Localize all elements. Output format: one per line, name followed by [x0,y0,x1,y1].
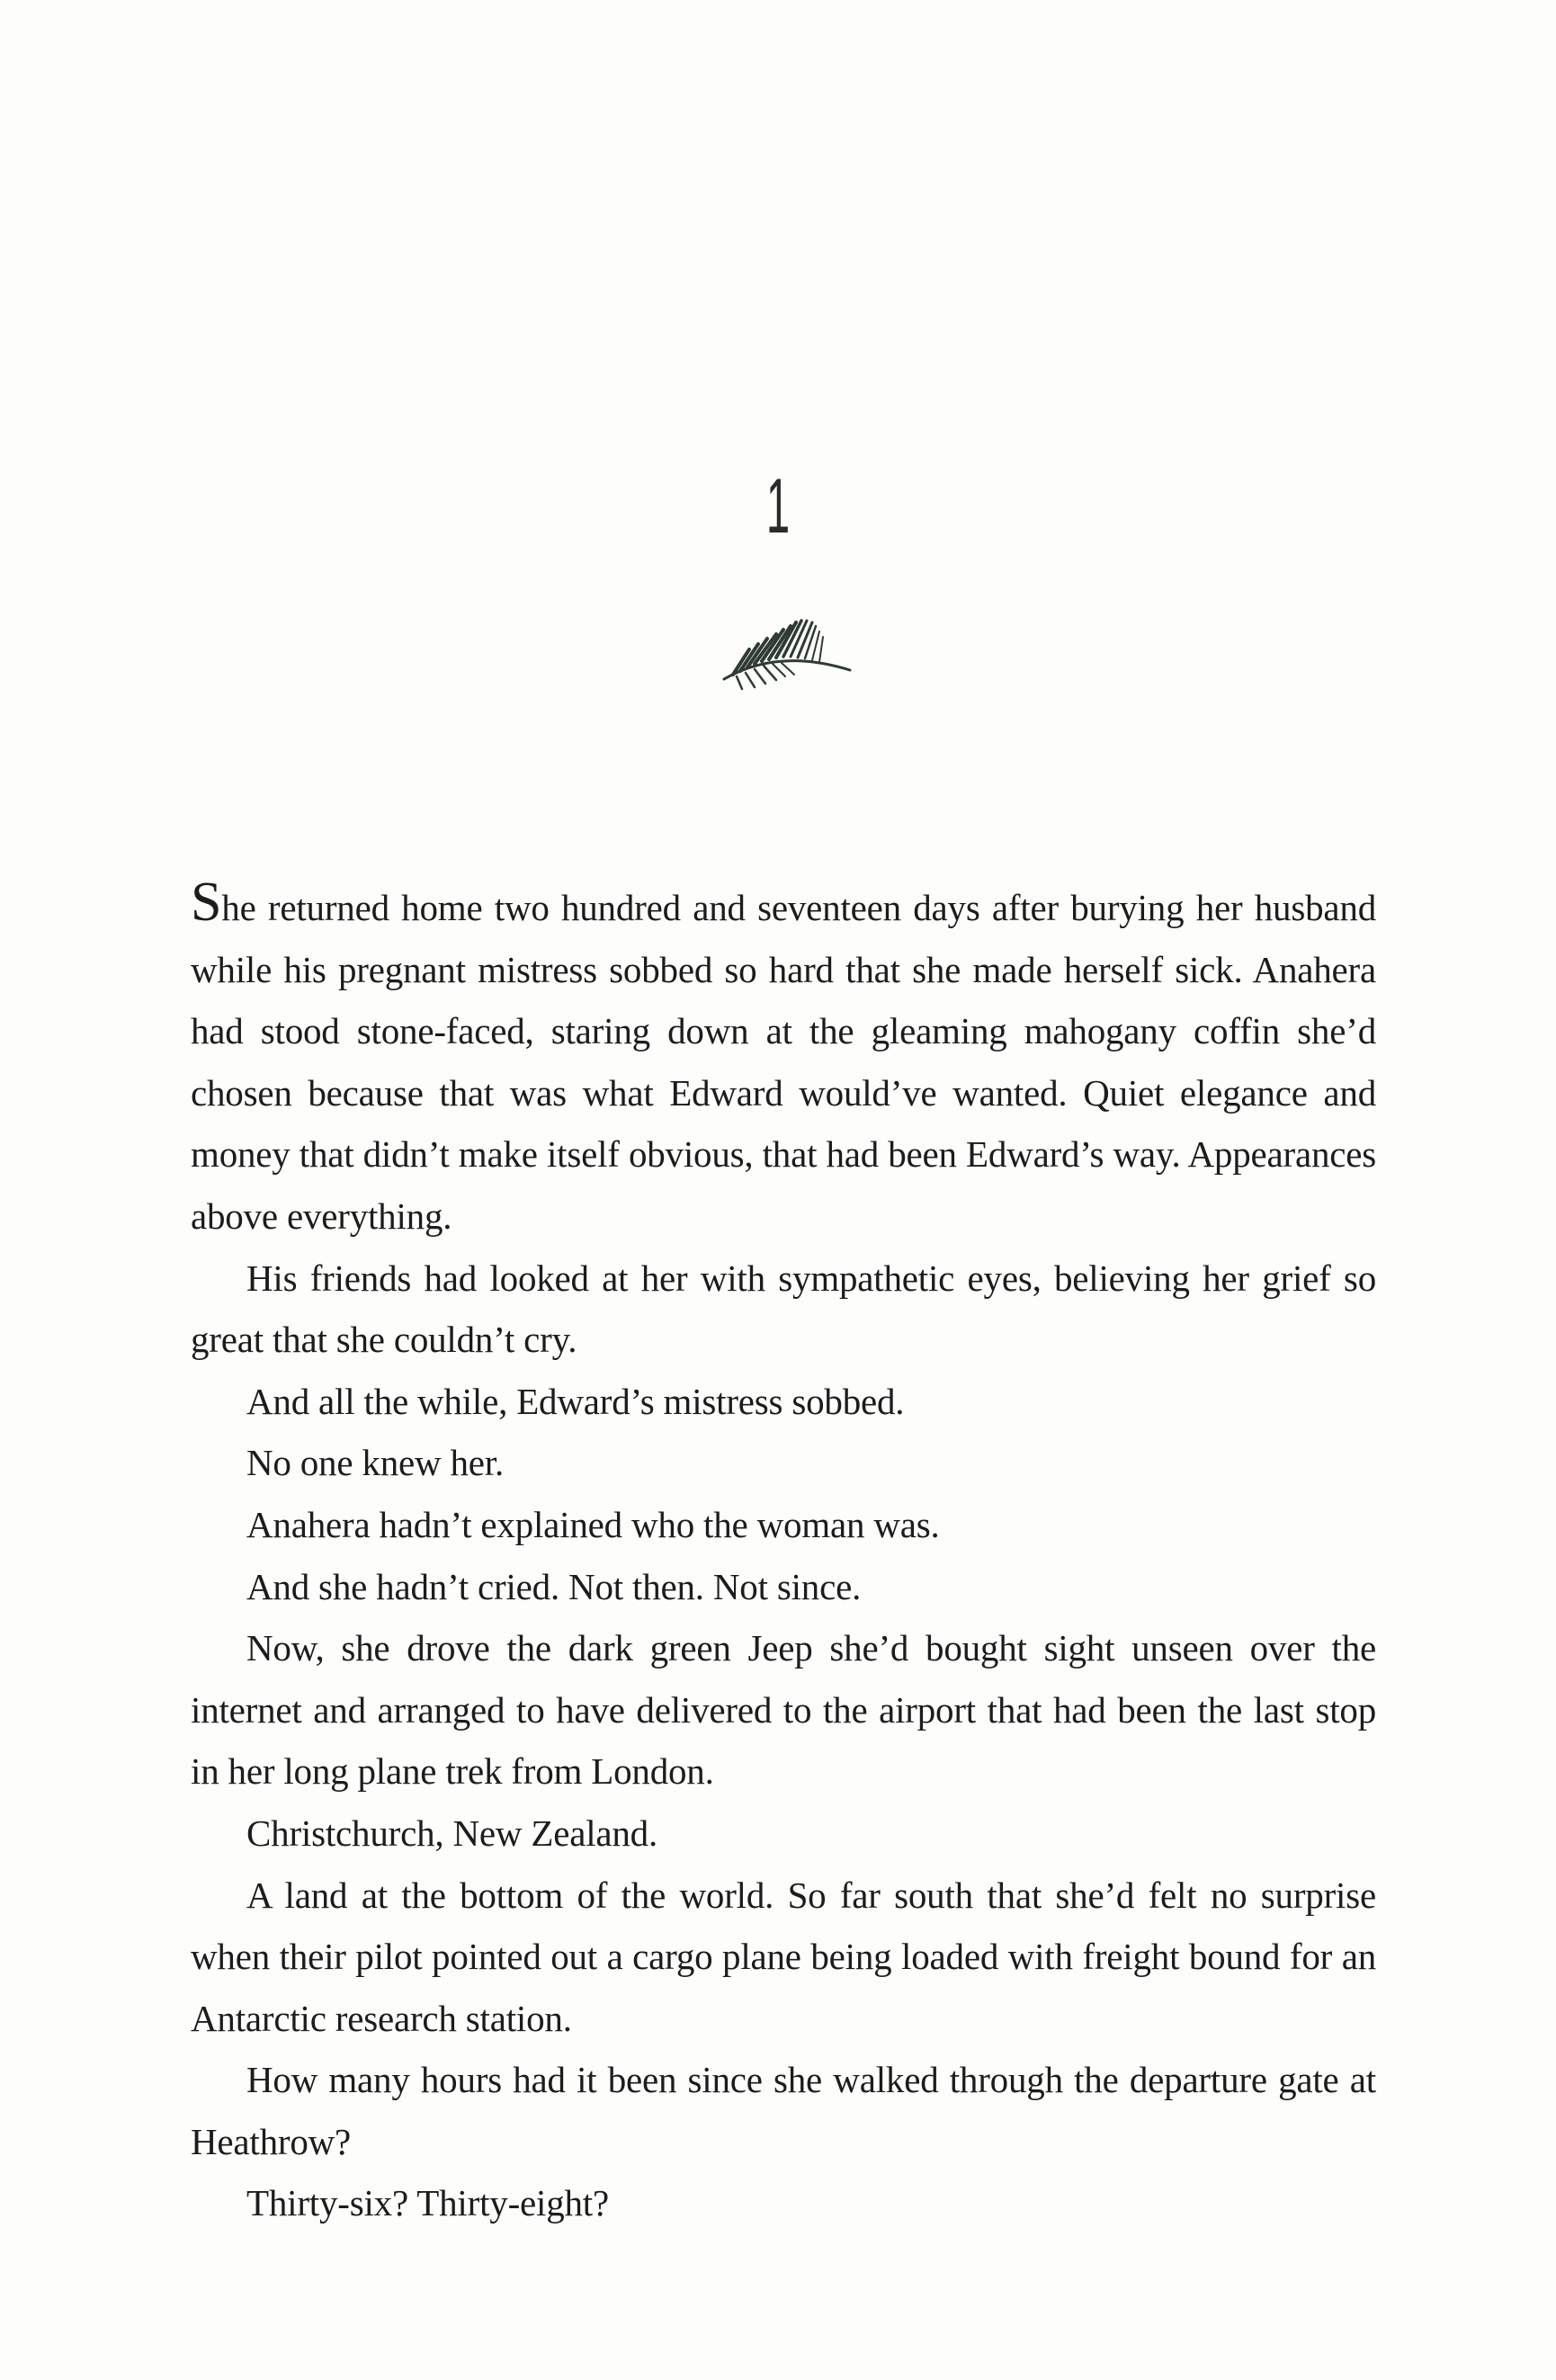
paragraph: And all the while, Edward’s mistress sobbed. [246,1380,905,1422]
paragraph: How many hours had it been since she walked through the departure gate at Heathrow? [191,2059,1376,2162]
paragraph: Now, she drove the dark green Jeep she’d bought sight unseen over the internet and arranged to have delivered to the airport that had been the last stop in her long plane trek from London. [191,1627,1376,1793]
palm-frond-icon [706,585,868,693]
paragraph: Anahera hadn’t explained who the woman was. [246,1503,940,1545]
initial-letter: S [191,872,222,933]
opening-paragraph [191,872,1376,1248]
paragraph: Thirty-six? Thirty-eight? [246,2182,609,2224]
paragraph: No one knew her. [246,1442,505,1484]
chapter-body [191,872,1376,2234]
paragraph: A land at the bottom of the world. So far south that she’d felt no surprise when their pilot pointed out a cargo plane being loaded with freight bound for an Antarctic research station. [191,1874,1376,2039]
opening-paragraph-text: he returned home two hundred and seventeen days after burying her husband while his pregnant mistress sobbed so hard that she made herself sick. Anahera had stood stone-faced, staring down at the gleaming mahogany coffin she’d chosen because that was what Edward would’ve wanted. Quiet elegance and money that didn’t make itself obvious, that had been Edward’s way. Appearances above everything. [191,887,1376,1237]
paragraph: And she hadn’t cried. Not then. Not since. [246,1565,862,1607]
paragraph: Christchurch, New Zealand. [246,1812,658,1854]
paragraph: His friends had looked at her with sympathetic eyes, believing her grief so great that she couldn’t cry. [191,1257,1376,1361]
chapter-number: 1 [765,463,791,550]
